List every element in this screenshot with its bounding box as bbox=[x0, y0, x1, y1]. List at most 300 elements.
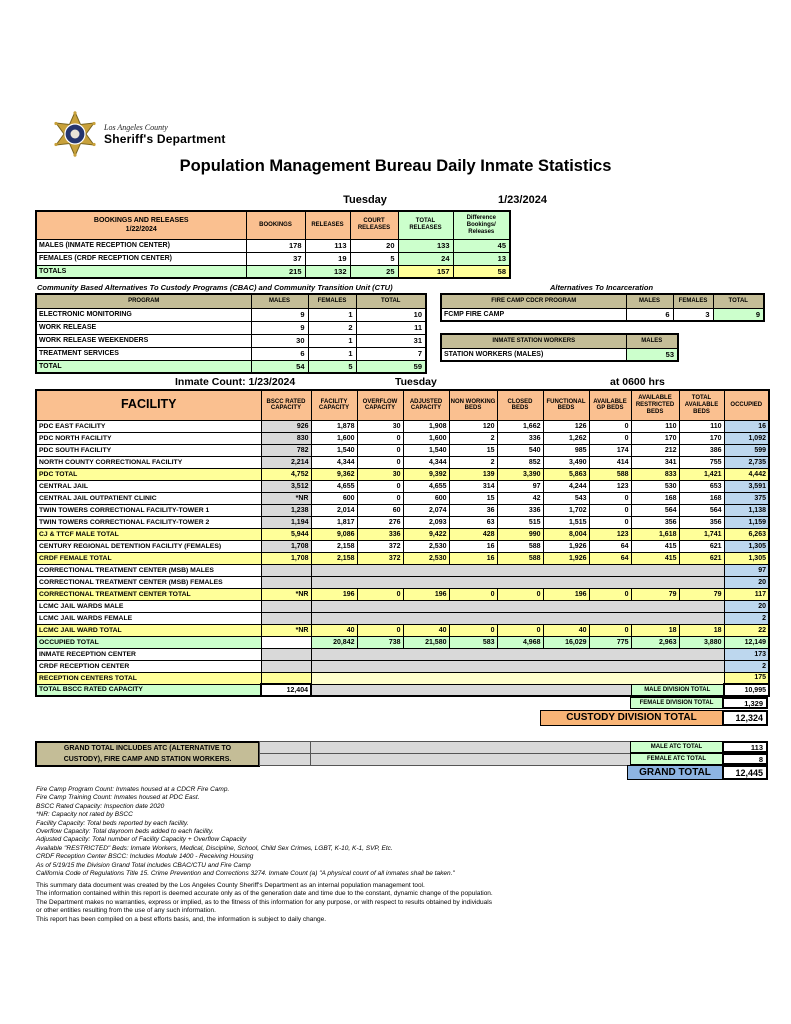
occupied-cell: 16 bbox=[724, 420, 769, 432]
facility-cell: 168 bbox=[679, 492, 724, 504]
occupied-cell: 2,735 bbox=[724, 456, 769, 468]
facility-cell: 126 bbox=[543, 420, 589, 432]
facility-cell: 1,708 bbox=[261, 540, 311, 552]
bookings-header-cell bbox=[36, 211, 246, 239]
occupied-cell: 1,305 bbox=[724, 540, 769, 552]
facility-cell: 336 bbox=[497, 504, 543, 516]
total-label: CORRECTIONAL TREATMENT CENTER TOTAL bbox=[36, 588, 261, 600]
total-cell: *NR bbox=[261, 624, 311, 636]
cbac-totals-cell: 59 bbox=[356, 360, 426, 373]
facility-cell: 64 bbox=[589, 540, 631, 552]
fire-camp-total-value: 9 bbox=[713, 308, 764, 321]
cbac-cell: 10 bbox=[356, 308, 426, 321]
total-cell: 0 bbox=[357, 588, 403, 600]
facility-cell: 2,530 bbox=[403, 540, 449, 552]
total-cell: 3,390 bbox=[497, 468, 543, 480]
facility-cell: 0 bbox=[357, 456, 403, 468]
total-cell: 40 bbox=[403, 624, 449, 636]
total-cell: 64 bbox=[589, 552, 631, 564]
facility-cell: 530 bbox=[631, 480, 679, 492]
cbac-body bbox=[36, 308, 426, 373]
facility-cell: 830 bbox=[261, 432, 311, 444]
facility-row-span bbox=[36, 660, 769, 672]
occupied-total-cell: 117 bbox=[724, 588, 769, 600]
total-cell: 588 bbox=[589, 468, 631, 480]
report-date: 1/23/2024 bbox=[498, 194, 547, 206]
cbac-cell: 11 bbox=[356, 321, 426, 334]
occupied-total-cell: 6,263 bbox=[724, 528, 769, 540]
facility-cell: 755 bbox=[679, 456, 724, 468]
occupied-cell: 97 bbox=[724, 564, 769, 576]
total-cell: 583 bbox=[449, 636, 497, 648]
facility-cell: 0 bbox=[589, 420, 631, 432]
total-cell: 1,926 bbox=[543, 552, 589, 564]
facility-cell: 782 bbox=[261, 444, 311, 456]
facility-cell: 2,214 bbox=[261, 456, 311, 468]
facility-cell: 1,817 bbox=[311, 516, 357, 528]
total-cell: 79 bbox=[631, 588, 679, 600]
facility-column-header: TOTAL AVAILABLE BEDS bbox=[679, 390, 724, 420]
facility-cell: 1,262 bbox=[543, 432, 589, 444]
facility-cell: 4,655 bbox=[311, 480, 357, 492]
facility-cell: 621 bbox=[679, 540, 724, 552]
alternatives-title: Alternatives To Incarceration bbox=[549, 283, 654, 292]
total-cell: 833 bbox=[631, 468, 679, 480]
facility-row-facility bbox=[36, 516, 769, 528]
facility-row-facility bbox=[36, 432, 769, 444]
grand-total-note bbox=[35, 741, 260, 767]
facility-cell: 30 bbox=[357, 420, 403, 432]
bookings-cell: 5 bbox=[350, 252, 398, 265]
total-cell: 3,880 bbox=[679, 636, 724, 648]
cbac-cell: 9 bbox=[251, 308, 308, 321]
total-cell: 40 bbox=[543, 624, 589, 636]
footnote-line: CRDF Reception Center BSCC: Includes Module 1400 - Receiving Housing bbox=[36, 853, 254, 861]
occupied-cell: 2 bbox=[724, 612, 769, 624]
facility-cell: 16 bbox=[449, 540, 497, 552]
facility-column-header: NON WORKING BEDS bbox=[449, 390, 497, 420]
facility-cell: 60 bbox=[357, 504, 403, 516]
footnote-line: As of 5/19/15 the Division Grand Total includes CBAC/CTU and Fire Camp bbox=[36, 861, 251, 869]
facility-cell: 97 bbox=[497, 480, 543, 492]
facility-column-header: OCCUPIED bbox=[724, 390, 769, 420]
cbac-cell: 2 bbox=[308, 321, 356, 334]
total-cell: 0 bbox=[449, 588, 497, 600]
facility-column-header: ADJUSTED CAPACITY bbox=[403, 390, 449, 420]
bookings-cell: 13 bbox=[453, 252, 510, 265]
fire-camp-total-header: TOTAL bbox=[713, 294, 764, 308]
facility-cell: 1,600 bbox=[403, 432, 449, 444]
occupied-cell: 599 bbox=[724, 444, 769, 456]
facility-row-total bbox=[36, 468, 769, 480]
facility-label: CRDF RECEPTION CENTER bbox=[36, 660, 261, 672]
cbac-row-label: ELECTRONIC MONITORING bbox=[36, 308, 251, 321]
cbac-column-header: PROGRAM bbox=[36, 294, 251, 308]
facility-label: CORRECTIONAL TREATMENT CENTER (MSB) MALES bbox=[36, 564, 261, 576]
total-cell: 738 bbox=[357, 636, 403, 648]
total-cell: 0 bbox=[449, 624, 497, 636]
total-cell: 18 bbox=[679, 624, 724, 636]
total-cell: 79 bbox=[679, 588, 724, 600]
cbac-cell: 6 bbox=[251, 347, 308, 360]
footnote-line: Fire Camp Program Count: Inmates housed at a CDCR Fire Camp. bbox=[36, 786, 230, 793]
total-cell: 123 bbox=[589, 528, 631, 540]
facility-cell bbox=[261, 612, 311, 624]
total-cell: 9,422 bbox=[403, 528, 449, 540]
cbac-cell: 30 bbox=[251, 334, 308, 347]
facility-body bbox=[36, 420, 769, 696]
cbac-row bbox=[36, 334, 426, 347]
facility-cell: 0 bbox=[357, 492, 403, 504]
inmate-count-time: at 0600 hrs bbox=[610, 376, 665, 388]
facility-cell: 386 bbox=[679, 444, 724, 456]
inmate-count-day: Tuesday bbox=[395, 376, 437, 388]
facility-cell: 372 bbox=[357, 540, 403, 552]
facility-cell: 168 bbox=[631, 492, 679, 504]
facility-cell: 1,600 bbox=[311, 432, 357, 444]
fire-camp-females-value: 3 bbox=[673, 308, 713, 321]
facility-cell: 341 bbox=[631, 456, 679, 468]
bookings-cell: 113 bbox=[305, 239, 350, 252]
cbac-column-header: FEMALES bbox=[308, 294, 356, 308]
total-cell: 372 bbox=[357, 552, 403, 564]
total-cell: 415 bbox=[631, 552, 679, 564]
bookings-column-header: BOOKINGS bbox=[246, 211, 305, 239]
footnote-line: Overflow Capacity: Total dayroom beds added to each facility. bbox=[36, 828, 214, 836]
facility-cell: 588 bbox=[497, 540, 543, 552]
facility-cell: 42 bbox=[497, 492, 543, 504]
facility-cell: 170 bbox=[631, 432, 679, 444]
facility-cell: 4,344 bbox=[311, 456, 357, 468]
disclaimer-line: The Department makes no warranties, express or implied, as to the fitness of this information for any purpose, or with respect to results obtained by individuals bbox=[36, 898, 492, 906]
facility-column-header: FACILITY CAPACITY bbox=[311, 390, 357, 420]
total-cell: 2,963 bbox=[631, 636, 679, 648]
facility-row-green_total bbox=[36, 636, 769, 648]
facility-cell bbox=[261, 576, 311, 588]
facility-cell: 3,512 bbox=[261, 480, 311, 492]
total-label: TOTAL BSCC RATED CAPACITY bbox=[36, 684, 261, 696]
merged-span-cell bbox=[311, 600, 724, 612]
bookings-totals-label: TOTALS bbox=[36, 265, 246, 278]
facility-column-header: OVERFLOW CAPACITY bbox=[357, 390, 403, 420]
total-cell: 196 bbox=[403, 588, 449, 600]
facility-cell: 1,194 bbox=[261, 516, 311, 528]
bookings-row bbox=[36, 252, 510, 265]
bookings-row bbox=[36, 239, 510, 252]
facility-header-row bbox=[36, 390, 769, 420]
fire-camp-females-header: FEMALES bbox=[673, 294, 713, 308]
total-cell: 0 bbox=[497, 624, 543, 636]
facility-label: LCMC JAIL WARDS MALE bbox=[36, 600, 261, 612]
facility-row-span bbox=[36, 612, 769, 624]
inmate-count-label: Inmate Count: 1/23/2024 bbox=[175, 376, 296, 388]
bookings-totals-cell: 25 bbox=[350, 265, 398, 278]
total-cell: 0 bbox=[589, 624, 631, 636]
facility-row-facility bbox=[36, 444, 769, 456]
station-workers-table bbox=[440, 333, 679, 362]
facility-row-total bbox=[36, 552, 769, 564]
male-division-total-label: MALE DIVISION TOTAL bbox=[631, 684, 724, 696]
total-cell: 196 bbox=[311, 588, 357, 600]
facility-label: TWIN TOWERS CORRECTIONAL FACILITY-TOWER 1 bbox=[36, 504, 261, 516]
facility-cell: 852 bbox=[497, 456, 543, 468]
occupied-cell: 1,092 bbox=[724, 432, 769, 444]
facility-cell: 110 bbox=[679, 420, 724, 432]
facility-cell: 0 bbox=[589, 504, 631, 516]
occupied-cell: 1,138 bbox=[724, 504, 769, 516]
facility-cell: 600 bbox=[311, 492, 357, 504]
total-cell: 428 bbox=[449, 528, 497, 540]
grand-spacer-cell bbox=[310, 753, 631, 766]
bookings-column-header: Difference Bookings/ Releases bbox=[453, 211, 510, 239]
bookings-cell: 24 bbox=[398, 252, 453, 265]
bookings-row-label: FEMALES (CRDF RECEPTION CENTER) bbox=[36, 252, 246, 265]
occupied-cell: 3,591 bbox=[724, 480, 769, 492]
male-atc-total-value: 113 bbox=[722, 741, 768, 753]
total-cell: 4,968 bbox=[497, 636, 543, 648]
facility-cell: 1,540 bbox=[311, 444, 357, 456]
facility-column-header: FUNCTIONAL BEDS bbox=[543, 390, 589, 420]
facility-label: PDC EAST FACILITY bbox=[36, 420, 261, 432]
facility-cell: 543 bbox=[543, 492, 589, 504]
female-division-total-value: 1,329 bbox=[722, 697, 768, 709]
cbac-column-header: MALES bbox=[251, 294, 308, 308]
occupied-total-cell: 1,305 bbox=[724, 552, 769, 564]
station-workers-value: 53 bbox=[626, 348, 678, 361]
facility-column-header: BSCC RATED CAPACITY bbox=[261, 390, 311, 420]
facility-cell: 276 bbox=[357, 516, 403, 528]
total-cell: 588 bbox=[497, 552, 543, 564]
cbac-cell: 1 bbox=[308, 334, 356, 347]
total-cell: 9,362 bbox=[311, 468, 357, 480]
facility-cell: 3,490 bbox=[543, 456, 589, 468]
bookings-totals-row bbox=[36, 265, 510, 278]
facility-cell: 63 bbox=[449, 516, 497, 528]
facility-cell: 1,540 bbox=[403, 444, 449, 456]
facility-row-facility bbox=[36, 492, 769, 504]
facility-cell: 1,878 bbox=[311, 420, 357, 432]
occupied-cell: 20 bbox=[724, 600, 769, 612]
facility-label: INMATE RECEPTION CENTER bbox=[36, 648, 261, 660]
footnote-line: *NR: Capacity not rated by BSCC bbox=[36, 811, 133, 819]
cbac-row-label: TREATMENT SERVICES bbox=[36, 347, 251, 360]
facility-label: CENTRAL JAIL OUTPATIENT CLINIC bbox=[36, 492, 261, 504]
bookings-cell: 45 bbox=[453, 239, 510, 252]
facility-cell: 336 bbox=[497, 432, 543, 444]
facility-row-facility bbox=[36, 456, 769, 468]
facility-label: NORTH COUNTY CORRECTIONAL FACILITY bbox=[36, 456, 261, 468]
footnote-line: BSCC Rated Capacity: Inspection date 2020 bbox=[36, 802, 165, 810]
facility-cell: 415 bbox=[631, 540, 679, 552]
occupied-total-cell: 175 bbox=[724, 672, 769, 684]
facility-cell: 0 bbox=[589, 432, 631, 444]
facility-cell: 123 bbox=[589, 480, 631, 492]
facility-cell: 4,244 bbox=[543, 480, 589, 492]
facility-row-facility bbox=[36, 540, 769, 552]
cbac-cell: 31 bbox=[356, 334, 426, 347]
grand-total-note-line1: GRAND TOTAL INCLUDES ATC (ALTERNATIVE TO bbox=[63, 745, 232, 752]
report-day: Tuesday bbox=[343, 194, 387, 206]
cbac-row-label: WORK RELEASE bbox=[36, 321, 251, 334]
disclaimer-line: This summary data document was created by the Los Angeles County Sheriff's Department as an internal population management tool. bbox=[36, 882, 425, 889]
facility-cell bbox=[261, 564, 311, 576]
merged-span-cell bbox=[311, 660, 724, 672]
facility-column-header: CLOSED BEDS bbox=[497, 390, 543, 420]
facility-cell: 926 bbox=[261, 420, 311, 432]
facility-cell: 1,515 bbox=[543, 516, 589, 528]
cbac-cell: 1 bbox=[308, 347, 356, 360]
total-cell: 4,752 bbox=[261, 468, 311, 480]
logo-department: Sheriff's Department bbox=[104, 131, 226, 146]
total-label: OCCUPIED TOTAL bbox=[36, 636, 261, 648]
total-cell bbox=[261, 672, 311, 684]
facility-cell: 356 bbox=[679, 516, 724, 528]
total-label: RECEPTION CENTERS TOTAL bbox=[36, 672, 261, 684]
total-cell: 0 bbox=[589, 588, 631, 600]
total-label: PDC TOTAL bbox=[36, 468, 261, 480]
cbac-cell: 9 bbox=[251, 321, 308, 334]
fire-camp-row bbox=[441, 308, 764, 321]
footnote-line: Available "RESTRICTED" Beds: Inmate Workers, Medical, Discipline, School, Child Sex Crimes, LGBT, K-10, K-1, SVP, Etc. bbox=[36, 844, 393, 852]
bookings-totals-cell: 132 bbox=[305, 265, 350, 278]
station-workers-header-row bbox=[441, 334, 678, 348]
facility-cell: 1,702 bbox=[543, 504, 589, 516]
facility-cell: 110 bbox=[631, 420, 679, 432]
total-cell: 336 bbox=[357, 528, 403, 540]
cbac-row-label: WORK RELEASE WEEKENDERS bbox=[36, 334, 251, 347]
facility-cell bbox=[261, 600, 311, 612]
bookings-column-header: COURT RELEASES bbox=[350, 211, 398, 239]
facility-cell: 2,158 bbox=[311, 540, 357, 552]
facility-row-facility bbox=[36, 504, 769, 516]
total-cell: 1,421 bbox=[679, 468, 724, 480]
total-cell: 40 bbox=[311, 624, 357, 636]
merged-span-cell bbox=[311, 648, 724, 660]
facility-cell: 36 bbox=[449, 504, 497, 516]
facility-table bbox=[35, 389, 770, 697]
cbac-totals-cell: 54 bbox=[251, 360, 308, 373]
facility-cell: 15 bbox=[449, 492, 497, 504]
facility-row-span bbox=[36, 600, 769, 612]
cbac-column-header: TOTAL bbox=[356, 294, 426, 308]
facility-label: PDC NORTH FACILITY bbox=[36, 432, 261, 444]
female-atc-total-label: FEMALE ATC TOTAL bbox=[630, 753, 723, 765]
facility-cell: 15 bbox=[449, 444, 497, 456]
sheriff-badge-icon bbox=[52, 110, 98, 158]
total-cell: 1,708 bbox=[261, 552, 311, 564]
facility-label: PDC SOUTH FACILITY bbox=[36, 444, 261, 456]
facility-cell: 212 bbox=[631, 444, 679, 456]
facility-label: CENTURY REGIONAL DETENTION FACILITY (FEMALES) bbox=[36, 540, 261, 552]
total-cell: 196 bbox=[543, 588, 589, 600]
cbac-header-row bbox=[36, 294, 426, 308]
cbac-title: Community Based Alternatives To Custody Programs (CBAC) and Community Transition Unit (CTU) bbox=[37, 283, 393, 292]
facility-row-facility bbox=[36, 480, 769, 492]
bookings-cell: 133 bbox=[398, 239, 453, 252]
bookings-totals-cell: 157 bbox=[398, 265, 453, 278]
total-cell: 990 bbox=[497, 528, 543, 540]
total-cell: 9,392 bbox=[403, 468, 449, 480]
station-workers-header: INMATE STATION WORKERS bbox=[441, 334, 626, 348]
facility-cell bbox=[261, 648, 311, 660]
facility-cell: 653 bbox=[679, 480, 724, 492]
fire-camp-table bbox=[440, 293, 765, 322]
total-cell: 0 bbox=[357, 624, 403, 636]
total-cell bbox=[261, 636, 311, 648]
facility-cell: 1,662 bbox=[497, 420, 543, 432]
total-cell: 1,741 bbox=[679, 528, 724, 540]
disclaimer bbox=[36, 882, 756, 924]
cbac-cell: 1 bbox=[308, 308, 356, 321]
facility-cell: 356 bbox=[631, 516, 679, 528]
merged-span-cell bbox=[311, 564, 724, 576]
merged-span-cell bbox=[311, 684, 631, 696]
total-cell: 20,842 bbox=[311, 636, 357, 648]
grand-total-note-line2: CUSTODY), FIRE CAMP AND STATION WORKERS. bbox=[63, 755, 232, 763]
occupied-cell: 2 bbox=[724, 660, 769, 672]
facility-cell: 0 bbox=[357, 432, 403, 444]
facility-cell: 4,344 bbox=[403, 456, 449, 468]
occupied-total-cell: 4,442 bbox=[724, 468, 769, 480]
facility-column-header: FACILITY bbox=[36, 390, 261, 420]
facility-row-total bbox=[36, 528, 769, 540]
facility-cell: 2,014 bbox=[311, 504, 357, 516]
disclaimer-line: The information contained within this report is deemed accurate only as of the generation date and time due to the constant, dynamic change of the population. bbox=[36, 890, 493, 898]
fire-camp-row-label: FCMP FIRE CAMP bbox=[441, 308, 626, 321]
facility-cell: 0 bbox=[589, 516, 631, 528]
facility-cell bbox=[261, 660, 311, 672]
cbac-totals-label: TOTAL bbox=[36, 360, 251, 373]
bookings-column-header: TOTAL RELEASES bbox=[398, 211, 453, 239]
facility-cell: 314 bbox=[449, 480, 497, 492]
bookings-header-title: BOOKINGS AND RELEASES bbox=[93, 217, 189, 225]
station-workers-males-header: MALES bbox=[626, 334, 678, 348]
fire-camp-header: FIRE CAMP CDCR PROGRAM bbox=[441, 294, 626, 308]
merged-span-cell bbox=[311, 612, 724, 624]
facility-cell: 2 bbox=[449, 456, 497, 468]
logo-county: Los Angeles County bbox=[104, 122, 168, 132]
total-cell: 18 bbox=[631, 624, 679, 636]
facility-cell: 170 bbox=[679, 432, 724, 444]
facility-cell: *NR bbox=[261, 492, 311, 504]
fire-camp-header-row bbox=[441, 294, 764, 308]
facility-row-span bbox=[36, 648, 769, 660]
total-cell: 9,086 bbox=[311, 528, 357, 540]
footnote-line: California Code of Regulations Title 15. Crime Prevention and Corrections 3274. Inmate Count (a) "A physical count of all inmates shall be taken." bbox=[36, 870, 455, 878]
logo-text bbox=[104, 123, 226, 146]
cbac-row bbox=[36, 308, 426, 321]
total-cell: 16,029 bbox=[543, 636, 589, 648]
cbac-table bbox=[35, 293, 427, 374]
bookings-totals-cell: 58 bbox=[453, 265, 510, 278]
bookings-cell: 19 bbox=[305, 252, 350, 265]
male-division-total-value: 10,995 bbox=[724, 684, 769, 696]
total-label: LCMC JAIL WARD TOTAL bbox=[36, 624, 261, 636]
bscc-total-value: 12,404 bbox=[261, 684, 311, 696]
total-cell: 2,530 bbox=[403, 552, 449, 564]
facility-cell: 1,908 bbox=[403, 420, 449, 432]
custody-division-total-label: CUSTODY DIVISION TOTAL bbox=[540, 710, 723, 726]
grand-total-label: GRAND TOTAL bbox=[627, 765, 723, 780]
merged-span-cell bbox=[311, 672, 724, 684]
bookings-header-date: 1/22/2024 bbox=[125, 226, 157, 234]
footnote-line: Facility Capacity: Total beds reported by each facility. bbox=[36, 819, 189, 827]
occupied-cell: 375 bbox=[724, 492, 769, 504]
female-atc-total-value: 8 bbox=[722, 753, 768, 765]
occupied-cell: 173 bbox=[724, 648, 769, 660]
male-atc-total-label: MALE ATC TOTAL bbox=[630, 741, 723, 753]
facility-cell: 600 bbox=[403, 492, 449, 504]
